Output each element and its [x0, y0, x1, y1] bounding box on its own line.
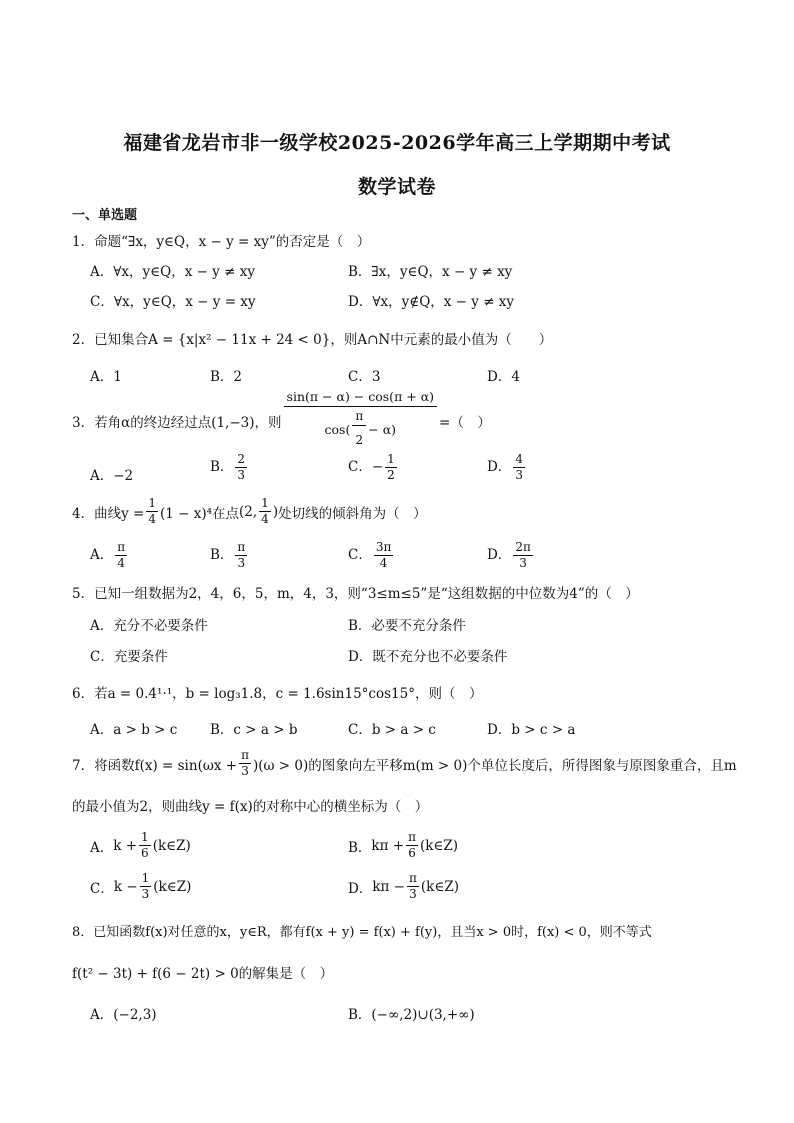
question-7-option-c: [90, 871, 191, 902]
question-8-option-b: B．(−∞,2)∪(3,+∞): [348, 1007, 475, 1023]
question-4-option-d: [487, 540, 535, 571]
exam-subtitle: 数学试卷: [357, 176, 436, 198]
question-4-option-b-num: π: [237, 540, 246, 554]
question-7-option-a-num: 1: [141, 830, 149, 844]
question-6-stem: 6．若a = 0.4¹·¹，b = log₃1.8，c = 1.6sin15°cos15°，则（ ）: [72, 686, 483, 702]
question-7-frac-num: π: [241, 748, 249, 762]
question-2-option-a: A．1: [90, 369, 122, 385]
question-3-prefix: 3．若角α的终边经过点(1,−3)，则: [72, 415, 282, 431]
question-4-post: 处切线的倾斜角为（ ）: [278, 505, 427, 522]
question-4-point-den: 4: [261, 512, 269, 526]
question-7-option-b-den: 6: [408, 846, 416, 860]
question-4-option-c-label: C．: [348, 547, 372, 563]
question-5-option-d: D．既不充分也不必要条件: [348, 649, 508, 665]
question-7-line-2: 的最小值为2，则曲线y = f(x)的对称中心的横坐标为（ ）: [72, 799, 429, 815]
question-4-option-d-num: 2π: [515, 540, 531, 554]
question-1-option-d: D．∀x，y∉Q，x − y ≠ xy: [348, 294, 515, 310]
question-3-option-a-value: −2: [113, 468, 134, 484]
question-3-suffix: =（ ）: [439, 415, 491, 431]
question-4-option-c: [348, 540, 395, 571]
question-8-line-1: 8．已知函数f(x)对任意的x，y∈R，都有f(x + y) = f(x) + f(y)，且当x > 0时，f(x) < 0，则不等式: [72, 925, 652, 940]
question-2-option-d: D．4: [487, 369, 520, 385]
question-3-option-c-label: C．: [348, 459, 372, 475]
question-6-option-a: A．a > b > c: [90, 722, 178, 738]
question-7-option-c-pre: k −: [113, 878, 138, 895]
question-7-option-d-pre: kπ −: [372, 878, 405, 895]
question-4-option-c-den: 4: [379, 556, 388, 570]
question-7-option-d-label: D．: [348, 880, 373, 897]
question-3-denominator-post: − α: [368, 422, 392, 437]
question-3-option-c: [348, 452, 399, 483]
question-2-option-c: C．3: [348, 369, 381, 385]
question-7-option-b-post: (k∈Z): [419, 837, 459, 854]
question-3-option-c-den: 2: [387, 468, 395, 482]
question-3-denominator: cos( $\frac{\pi}{2}$ − α): [284, 407, 438, 454]
question-7-option-a-post: (k∈Z): [152, 837, 191, 854]
question-4-option-a-num: π: [117, 540, 126, 554]
question-4-option-a: [90, 540, 129, 571]
question-3-denominator-frac-den: 2: [355, 433, 364, 447]
question-7-option-a-label: A．: [90, 839, 114, 856]
question-7-option-d-post: (k∈Z): [420, 878, 459, 895]
question-4-option-d-den: 3: [519, 556, 527, 570]
question-7-line-1-post: )(ω > 0)的图象向左平移m(m > 0)个单位长度后，所得图象与原图象重合，且m: [252, 757, 737, 774]
question-3-option-b: [210, 452, 249, 483]
question-3-option-c-num: 1: [387, 452, 395, 466]
question-3-stem: [72, 388, 491, 454]
question-7-option-c-post: (k∈Z): [153, 878, 192, 895]
question-3-option-b-label: B．: [210, 459, 234, 475]
question-3-option-c-sign: −: [371, 459, 384, 475]
question-7-frac-den: 3: [241, 764, 249, 778]
question-3-option-a: [90, 464, 133, 484]
question-1-option-a: A．∀x，y∈Q，x − y ≠ xy: [90, 264, 255, 280]
question-1-stem: 1．命题“∃x，y∈Q，x − y = xy”的否定是（ ）: [72, 234, 371, 250]
question-5-option-a: A．充分不必要条件: [90, 618, 208, 634]
question-7-option-b-pre: kπ +: [371, 837, 405, 854]
question-7-option-c-label: C．: [90, 880, 114, 897]
question-7-option-a-pre: k +: [113, 837, 138, 854]
question-6-option-b: B．c > a > b: [210, 722, 298, 738]
question-4-option-d-label: D．: [487, 547, 512, 563]
question-7-line-1: [72, 748, 737, 779]
question-3-fraction: [284, 388, 438, 454]
question-2-stem: 2．已知集合A = {x|x² − 11x + 24 < 0}，则A∩N中元素的最小值为（ ）: [72, 332, 553, 348]
question-8-line-2: f(t² − 3t) + f(6 − 2t) > 0的解集是（ ）: [72, 966, 334, 982]
question-4-point-post: ): [272, 503, 279, 520]
question-4-point-num: 1: [261, 496, 269, 510]
question-7-option-a-den: 6: [141, 846, 149, 860]
question-3-option-a-label: A．: [90, 468, 114, 484]
question-4-option-c-num: 3π: [375, 540, 392, 554]
question-3-option-d-label: D．: [487, 459, 512, 475]
question-4-point-pre: (2,: [239, 503, 258, 520]
question-4-option-a-label: A．: [90, 547, 114, 563]
question-3-denominator-cos: cos: [324, 422, 346, 437]
question-7-option-b-label: B．: [348, 839, 372, 856]
question-7-option-d-den: 3: [409, 887, 417, 901]
question-1-option-b: B．∃x，y∈Q，x − y ≠ xy: [348, 264, 513, 280]
question-3-option-d-num: 4: [515, 452, 523, 466]
question-5-option-c: C．充要条件: [90, 649, 168, 665]
section-heading-single-choice: 一、单选题: [72, 208, 138, 223]
question-4-option-b-den: 3: [237, 556, 246, 570]
question-7-option-d: [348, 871, 459, 902]
question-2-option-b: B．2: [210, 369, 243, 385]
question-7-option-d-num: π: [408, 871, 417, 885]
question-4-stem: [72, 496, 427, 527]
question-4-frac-den: 4: [148, 512, 156, 526]
question-3-option-b-den: 3: [237, 468, 246, 482]
question-4-mid: (1 − x)⁴在点: [159, 505, 240, 522]
question-4-option-a-den: 4: [117, 556, 126, 570]
question-4-frac-num: 1: [148, 496, 156, 510]
question-4-option-b: [210, 540, 249, 571]
question-4-pre: 4．曲线y =: [72, 505, 145, 522]
question-3-denominator-frac-num: π: [352, 407, 366, 426]
question-7-option-a: [90, 830, 191, 861]
question-7-option-c-den: 3: [141, 887, 150, 901]
exam-title: 福建省龙岩市非一级学校2025-2026学年高三上学期期中考试: [123, 132, 671, 154]
question-1-option-c: C．∀x，y∈Q，x − y = xy: [90, 294, 256, 310]
question-7-option-c-num: 1: [141, 871, 150, 885]
question-3-option-d-den: 3: [515, 468, 523, 482]
question-6-option-c: C．b > a > c: [348, 722, 436, 738]
question-3-option-d: [487, 452, 527, 483]
question-5-stem: 5．已知一组数据为2，4，6，5，m，4，3，则“3≤m≤5”是“这组数据的中位数为4”的（ ）: [72, 586, 639, 602]
question-6-option-d: D．b > c > a: [487, 722, 576, 738]
question-7-option-b: [348, 830, 458, 861]
question-7-option-b-num: π: [408, 830, 416, 844]
question-5-option-b: B．必要不充分条件: [348, 618, 466, 634]
question-7-line-1-pre: 7．将函数f(x) = sin(ωx +: [72, 757, 238, 774]
question-8-option-a: A．(−2,3): [90, 1007, 157, 1023]
question-4-option-b-label: B．: [210, 547, 234, 563]
question-3-numerator: sin(π − α) − cos(π + α): [284, 388, 438, 407]
question-3-option-b-num: 2: [237, 452, 246, 466]
